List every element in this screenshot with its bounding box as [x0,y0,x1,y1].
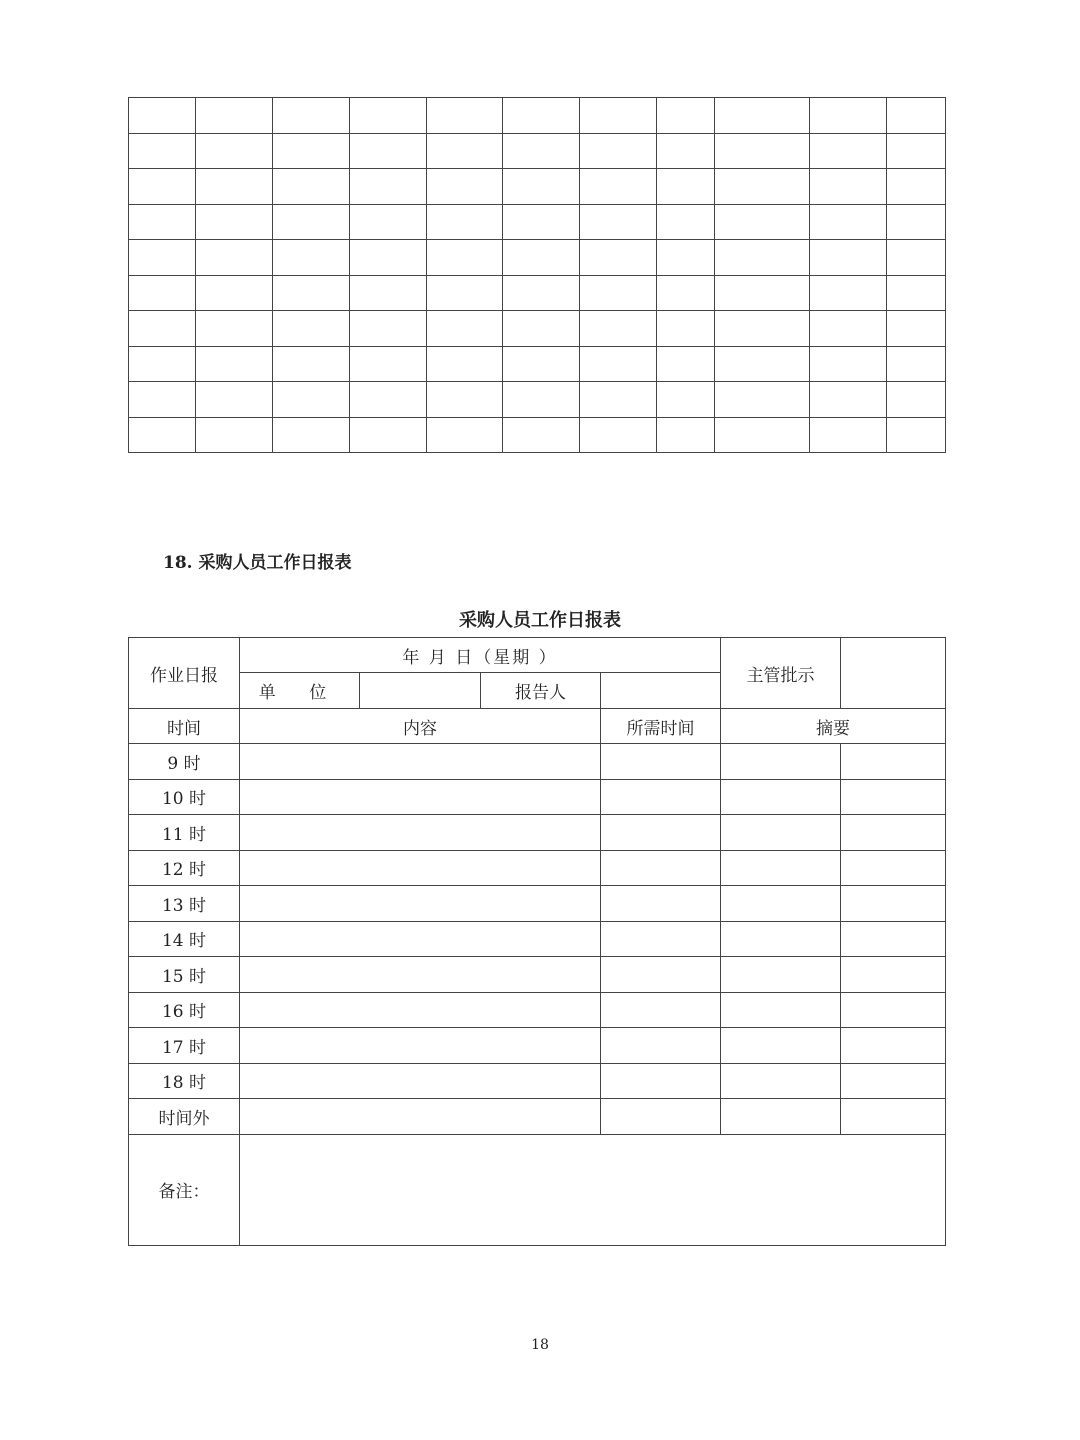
summary-note-cell[interactable] [841,957,946,993]
grid-cell[interactable] [273,382,350,418]
grid-cell[interactable] [350,417,427,453]
time-slot-row [129,815,946,851]
grid-cell[interactable] [810,382,887,418]
time-required-cell[interactable] [601,779,721,815]
supervisor-approval-cell[interactable] [841,638,946,709]
grid-cell[interactable] [657,240,715,276]
summary-cell[interactable] [721,815,841,851]
time-required-column-header: 所需时间 [601,709,721,744]
grid-cell[interactable] [196,311,273,347]
grid-cell[interactable] [273,204,350,240]
time-slot-label: 11 时 [129,815,240,851]
time-required-cell[interactable] [601,992,721,1028]
grid-cell[interactable] [810,311,887,347]
remarks-label: 备注： [129,1134,240,1245]
grid-cell[interactable] [715,204,810,240]
grid-cell[interactable] [350,346,427,382]
time-slot-label: 9 时 [129,744,240,780]
grid-cell[interactable] [196,346,273,382]
time-slot-row [129,957,946,993]
grid-cell[interactable] [273,169,350,205]
grid-cell[interactable] [887,169,946,205]
grid-cell[interactable] [503,275,580,311]
unit-label: 单 位 [240,673,360,709]
grid-cell[interactable] [350,204,427,240]
section-heading: 18. 采购人员工作日报表 [163,553,352,573]
grid-cell[interactable] [580,240,657,276]
grid-cell[interactable] [129,346,196,382]
grid-cell[interactable] [715,98,810,134]
grid-row [129,346,946,382]
form-title: 采购人员工作日报表 [459,610,621,631]
grid-cell[interactable] [503,204,580,240]
time-slot-row [129,886,946,922]
time-slot-label: 17 时 [129,1028,240,1064]
grid-cell[interactable] [503,382,580,418]
content-cell[interactable] [240,886,601,922]
grid-cell[interactable] [715,382,810,418]
grid-cell[interactable] [715,311,810,347]
grid-cell[interactable] [427,382,503,418]
grid-cell[interactable] [657,98,715,134]
grid-cell[interactable] [810,240,887,276]
summary-note-cell[interactable] [841,1099,946,1135]
grid-cell[interactable] [129,169,196,205]
reporter-input-cell[interactable] [601,673,721,709]
grid-cell[interactable] [196,98,273,134]
grid-row [129,311,946,347]
time-slot-row [129,1099,946,1135]
grid-row [129,169,946,205]
grid-cell[interactable] [657,133,715,169]
content-cell[interactable] [240,744,601,780]
grid-cell[interactable] [427,98,503,134]
grid-cell[interactable] [657,169,715,205]
grid-cell[interactable] [427,275,503,311]
summary-note-cell[interactable] [841,850,946,886]
content-cell[interactable] [240,1028,601,1064]
grid-cell[interactable] [350,98,427,134]
grid-cell[interactable] [580,133,657,169]
grid-cell[interactable] [273,311,350,347]
time-slot-label: 10 时 [129,779,240,815]
time-required-cell[interactable] [601,1099,721,1135]
daily-report-form [128,637,946,1246]
grid-cell[interactable] [810,204,887,240]
grid-cell[interactable] [580,346,657,382]
content-cell[interactable] [240,1099,601,1135]
grid-row [129,240,946,276]
grid-cell[interactable] [129,311,196,347]
time-slot-label: 14 时 [129,921,240,957]
grid-cell[interactable] [350,275,427,311]
grid-cell[interactable] [350,382,427,418]
grid-row [129,275,946,311]
grid-cell[interactable] [657,311,715,347]
time-slot-row [129,1028,946,1064]
grid-cell[interactable] [196,417,273,453]
time-required-cell[interactable] [601,744,721,780]
grid-cell[interactable] [196,382,273,418]
time-slot-row [129,921,946,957]
grid-cell[interactable] [810,133,887,169]
content-cell[interactable] [240,957,601,993]
summary-cell[interactable] [721,779,841,815]
grid-cell[interactable] [503,133,580,169]
grid-cell[interactable] [129,382,196,418]
grid-cell[interactable] [273,275,350,311]
grid-cell[interactable] [273,98,350,134]
content-cell[interactable] [240,779,601,815]
grid-cell[interactable] [427,204,503,240]
grid-cell[interactable] [580,311,657,347]
grid-cell[interactable] [580,275,657,311]
time-slot-label: 18 时 [129,1063,240,1099]
grid-row [129,98,946,134]
grid-cell[interactable] [427,311,503,347]
content-column-header: 内容 [240,709,601,744]
grid-cell[interactable] [810,346,887,382]
time-required-cell[interactable] [601,815,721,851]
content-cell[interactable] [240,850,601,886]
grid-cell[interactable] [273,240,350,276]
time-required-cell[interactable] [601,1028,721,1064]
time-required-cell[interactable] [601,921,721,957]
content-cell[interactable] [240,921,601,957]
grid-cell[interactable] [196,240,273,276]
time-slot-label: 13 时 [129,886,240,922]
time-slot-label: 15 时 [129,957,240,993]
grid-cell[interactable] [657,382,715,418]
grid-cell[interactable] [129,417,196,453]
summary-note-cell[interactable] [841,992,946,1028]
grid-cell[interactable] [350,133,427,169]
grid-cell[interactable] [196,169,273,205]
content-cell[interactable] [240,815,601,851]
summary-note-cell[interactable] [841,744,946,780]
grid-cell[interactable] [503,417,580,453]
remarks-row [129,1134,946,1245]
grid-cell[interactable] [715,346,810,382]
summary-cell[interactable] [721,850,841,886]
grid-cell[interactable] [580,417,657,453]
grid-cell[interactable] [887,382,946,418]
time-required-cell[interactable] [601,957,721,993]
grid-cell[interactable] [715,133,810,169]
grid-cell[interactable] [657,417,715,453]
summary-note-cell[interactable] [841,815,946,851]
grid-cell[interactable] [129,133,196,169]
grid-cell[interactable] [657,275,715,311]
grid-cell[interactable] [887,204,946,240]
grid-cell[interactable] [503,169,580,205]
summary-cell[interactable] [721,957,841,993]
grid-cell[interactable] [810,417,887,453]
grid-cell[interactable] [887,240,946,276]
grid-row [129,204,946,240]
time-slot-label: 12 时 [129,850,240,886]
grid-cell[interactable] [657,346,715,382]
grid-cell[interactable] [273,346,350,382]
grid-cell[interactable] [715,275,810,311]
time-slot-label: 时间外 [129,1099,240,1135]
summary-note-cell[interactable] [841,886,946,922]
summary-column-header: 摘要 [721,709,946,744]
time-required-cell[interactable] [601,1063,721,1099]
grid-cell[interactable] [427,417,503,453]
grid-cell[interactable] [810,169,887,205]
grid-row [129,382,946,418]
time-slot-row [129,744,946,780]
grid-cell[interactable] [715,169,810,205]
grid-cell[interactable] [887,275,946,311]
grid-cell[interactable] [887,311,946,347]
grid-cell[interactable] [657,204,715,240]
grid-cell[interactable] [350,240,427,276]
grid-cell[interactable] [580,98,657,134]
summary-cell[interactable] [721,1063,841,1099]
summary-cell[interactable] [721,1099,841,1135]
summary-note-cell[interactable] [841,1028,946,1064]
content-cell[interactable] [240,992,601,1028]
grid-cell[interactable] [887,346,946,382]
reporter-label: 报告人 [481,673,601,709]
grid-cell[interactable] [887,417,946,453]
daily-report-label: 作业日报 [129,638,240,709]
grid-cell[interactable] [427,346,503,382]
summary-note-cell[interactable] [841,1063,946,1099]
time-slot-row [129,1063,946,1099]
grid-cell[interactable] [350,169,427,205]
grid-cell[interactable] [350,311,427,347]
grid-cell[interactable] [196,275,273,311]
time-required-cell[interactable] [601,886,721,922]
summary-cell[interactable] [721,921,841,957]
summary-cell[interactable] [721,1028,841,1064]
grid-cell[interactable] [427,240,503,276]
grid-cell[interactable] [273,417,350,453]
grid-cell[interactable] [503,98,580,134]
grid-row [129,133,946,169]
blank-grid-table [128,97,946,453]
grid-cell[interactable] [427,169,503,205]
grid-cell[interactable] [580,382,657,418]
grid-cell[interactable] [129,240,196,276]
grid-cell[interactable] [810,98,887,134]
grid-cell[interactable] [715,240,810,276]
summary-cell[interactable] [721,992,841,1028]
time-slot-label: 16 时 [129,992,240,1028]
grid-cell[interactable] [810,275,887,311]
grid-cell[interactable] [273,133,350,169]
summary-cell[interactable] [721,744,841,780]
grid-cell[interactable] [129,204,196,240]
grid-cell[interactable] [503,240,580,276]
grid-cell[interactable] [503,346,580,382]
summary-cell[interactable] [721,886,841,922]
time-slot-row [129,779,946,815]
unit-input-cell[interactable] [360,673,481,709]
grid-cell[interactable] [887,98,946,134]
content-cell[interactable] [240,1063,601,1099]
grid-cell[interactable] [129,275,196,311]
supervisor-label: 主管批示 [721,638,841,709]
page-number: 18 [531,1337,549,1353]
grid-cell[interactable] [427,133,503,169]
grid-cell[interactable] [129,98,196,134]
grid-cell[interactable] [503,311,580,347]
grid-cell[interactable] [196,204,273,240]
time-slot-row [129,992,946,1028]
grid-cell[interactable] [580,169,657,205]
remarks-input-cell[interactable] [240,1134,946,1245]
grid-cell[interactable] [887,133,946,169]
grid-cell[interactable] [580,204,657,240]
grid-cell[interactable] [715,417,810,453]
grid-cell[interactable] [196,133,273,169]
summary-note-cell[interactable] [841,921,946,957]
date-line: 年 月 日（星期 ） [240,638,721,673]
summary-note-cell[interactable] [841,779,946,815]
time-column-header: 时间 [129,709,240,744]
time-required-cell[interactable] [601,850,721,886]
time-slot-row [129,850,946,886]
grid-row [129,417,946,453]
